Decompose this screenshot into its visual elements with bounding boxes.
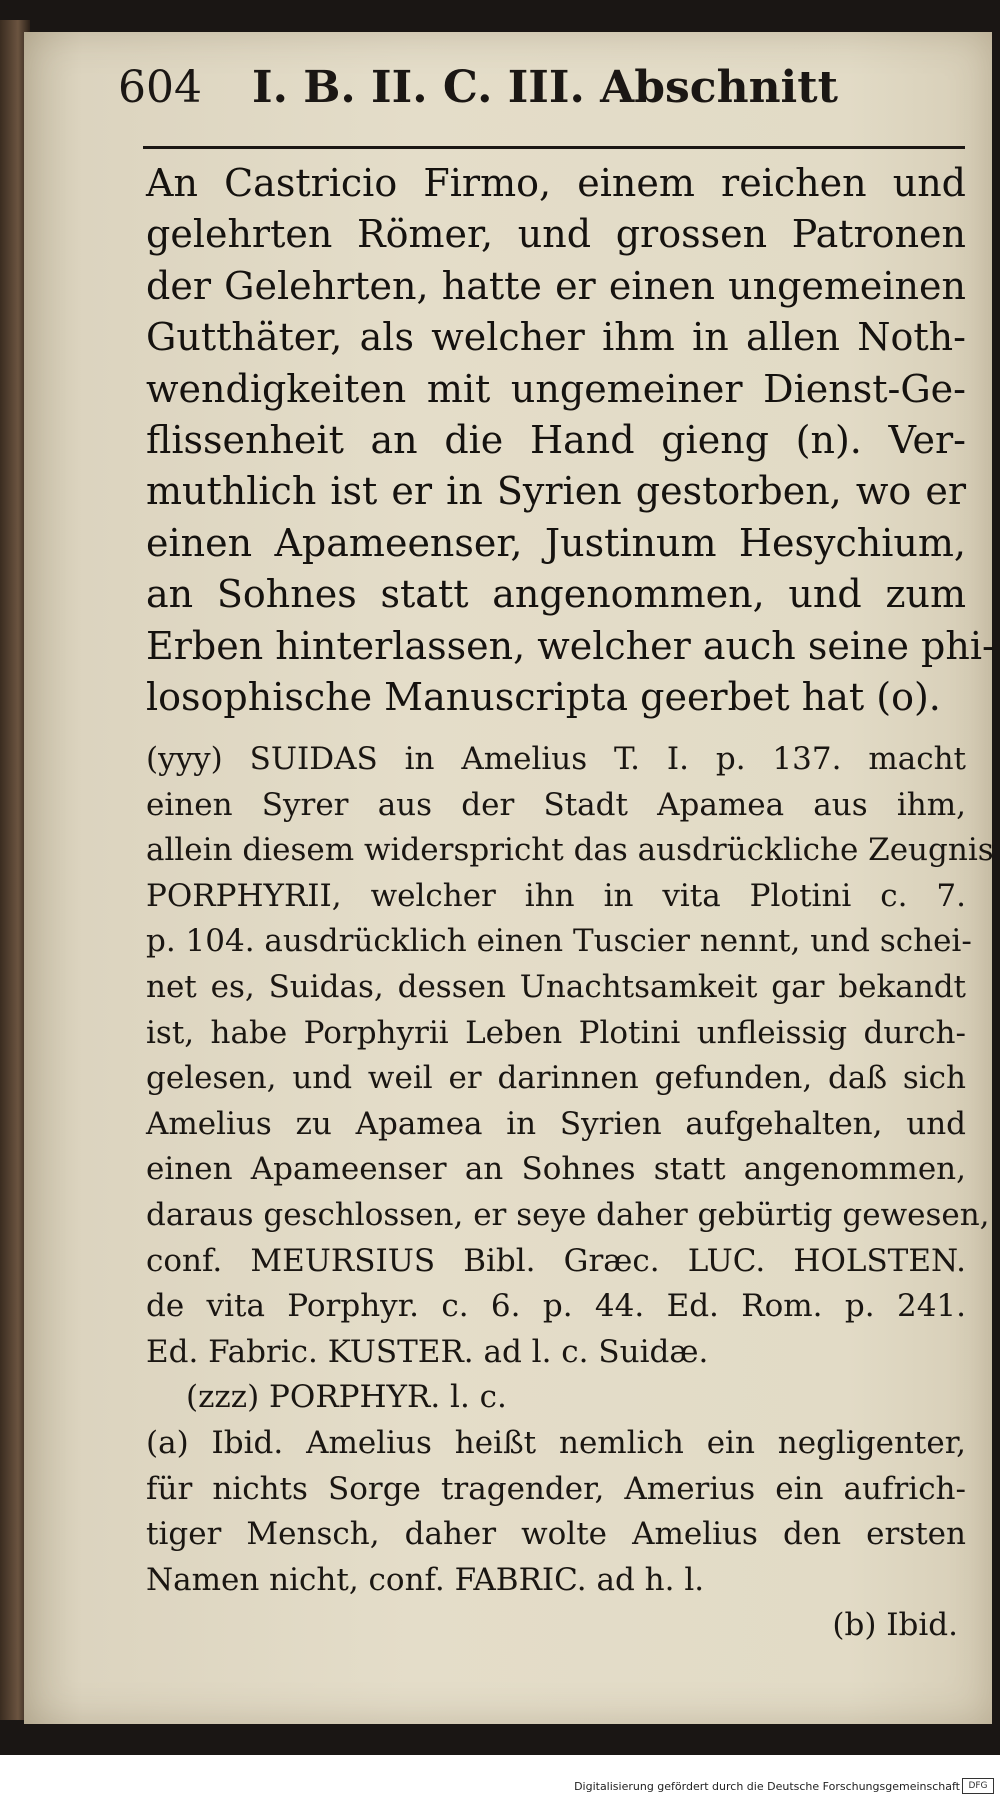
footnote-line: (a) Ibid. Amelius heißt nemlich ein negligenter, bbox=[146, 1424, 966, 1461]
footnote-line: für nichts Sorge tragender, Amerius ein aufrich- bbox=[146, 1470, 966, 1507]
digitization-credit: Digitalisierung gefördert durch die Deutsche Forschungsgemeinschaft bbox=[574, 1780, 960, 1793]
footnote-line: de vita Porphyr. c. 6. p. 44. Ed. Rom. p. 241. bbox=[146, 1288, 966, 1325]
text-line: der Gelehrten, hatte er einen ungemeinen bbox=[146, 263, 966, 308]
footnote-line: Ed. Fabric. KUSTER. ad l. c. Suidæ. bbox=[146, 1333, 709, 1370]
footnotes bbox=[146, 737, 994, 1649]
footnote-line: PORPHYRII, welcher ihn in vita Plotini c. 7. bbox=[146, 877, 966, 914]
footnote-line: p. 104. ausdrücklich einen Tuscier nennt, und schei- bbox=[146, 923, 972, 960]
main-text bbox=[146, 158, 995, 723]
text-line: An Castricio Firmo, einem reichen und bbox=[146, 161, 966, 205]
footnote-catchword: (b) Ibid. bbox=[832, 1607, 958, 1644]
text-line: an Sohnes statt angenommen, und zum bbox=[146, 572, 966, 617]
footnote-line: ist, habe Porphyrii Leben Plotini unfleissig durch- bbox=[146, 1014, 966, 1051]
header-rule bbox=[143, 146, 965, 149]
text-line: einen Apameenser, Justinum Hesychium, bbox=[146, 520, 966, 565]
text-line: gelehrten Römer, und grossen Patronen bbox=[146, 212, 966, 257]
running-head bbox=[118, 62, 958, 122]
text-line: flissenheit an die Hand gieng (n). Ver- bbox=[146, 418, 966, 463]
footnote-line: daraus geschlossen, er seye daher gebürtig gewesen, bbox=[146, 1196, 990, 1233]
text-line: wendigkeiten mit ungemeiner Dienst-Ge- bbox=[146, 366, 966, 411]
footnote-line: tiger Mensch, daher wolte Amelius den ersten bbox=[146, 1516, 966, 1553]
text-line: muthlich ist er in Syrien gestorben, wo er bbox=[146, 469, 966, 514]
footnote-line: conf. MEURSIUS Bibl. Græc. LUC. HOLSTEN. bbox=[146, 1242, 966, 1279]
footnote-line: net es, Suidas, dessen Unachtsamkeit gar bekandt bbox=[146, 968, 966, 1005]
text-line: Erben hinterlassen, welcher auch seine phi- bbox=[146, 623, 995, 668]
footnote-line: Namen nicht, conf. FABRIC. ad h. l. bbox=[146, 1561, 705, 1598]
footnote-line: einen Syrer aus der Stadt Apamea aus ihm, bbox=[146, 786, 966, 823]
text-line: Gutthäter, als welcher ihm in allen Noth- bbox=[146, 315, 966, 360]
footnote-line: (yyy) SUIDAS in Amelius T. I. p. 137. macht bbox=[146, 741, 966, 777]
footnote-line: (zzz) PORPHYR. l. c. bbox=[186, 1379, 507, 1416]
footnote-line: Amelius zu Apamea in Syrien aufgehalten, und bbox=[146, 1105, 966, 1142]
dfg-logo: DFG bbox=[962, 1778, 994, 1794]
footnote-line: allein diesem widerspricht das ausdrückliche Zeugnis bbox=[146, 832, 994, 869]
running-title: I. B. II. C. III. Abschnitt bbox=[252, 62, 838, 113]
page-number: 604 bbox=[118, 62, 202, 113]
text-line: losophische Manuscripta geerbet hat (o). bbox=[146, 675, 941, 720]
footnote-line: gelesen, und weil er darinnen gefunden, daß sich bbox=[146, 1060, 966, 1097]
footnote-line: einen Apameenser an Sohnes statt angenommen, bbox=[146, 1151, 966, 1188]
